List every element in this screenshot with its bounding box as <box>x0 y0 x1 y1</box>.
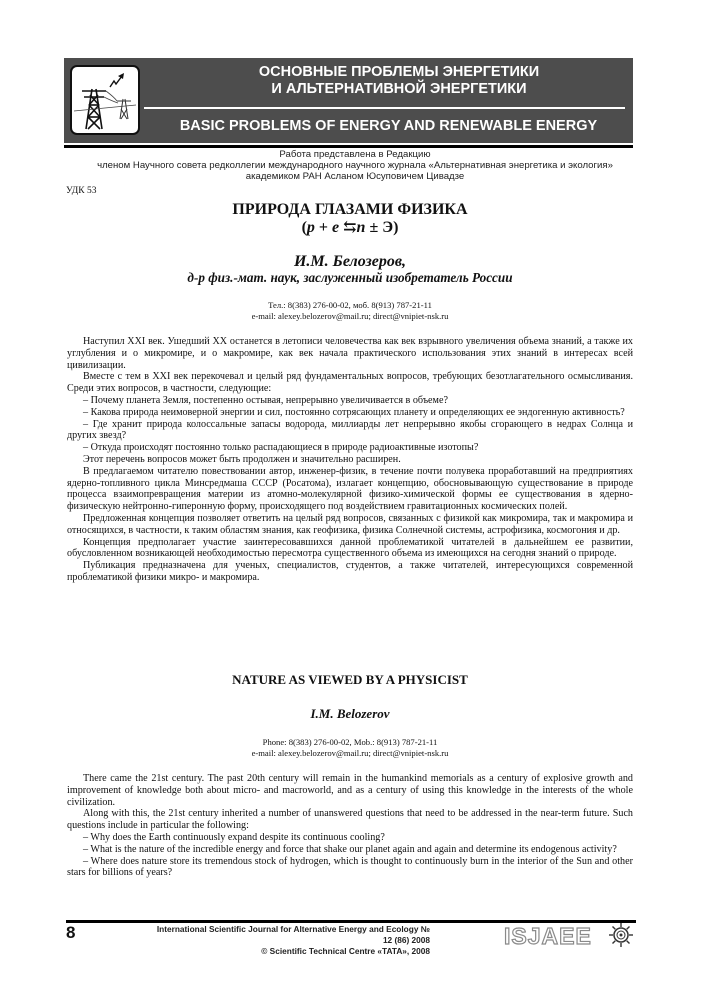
paragraph: Вместе с тем в XXI век перекочевал и целый ряд фундаментальных вопросов, требующих безотлагательного осмысливания. Среди этих вопросов, в частности, следующие: <box>67 371 633 395</box>
paragraph: There came the 21st century. The past 20th century will remain in the humankind memorials as a century of explosive growth and improvement of knowledge both about micro- and macroworld, and as a century of using this knowledge in the interests of the whole civilization. <box>67 773 633 808</box>
formula-e: e <box>332 219 340 236</box>
udk-code: УДК 53 <box>66 186 97 196</box>
paragraph: Публикация предназначена для ученых, специалистов, студентов, а также читателей, интересующихся современной проблематикой физики микро- и макромира. <box>67 560 633 583</box>
formula-plus: + <box>314 219 333 236</box>
header-divider <box>144 107 625 109</box>
abstract-en <box>67 773 633 879</box>
presented-line1: Работа представлена в Редакцию <box>279 149 431 160</box>
presented-line2: членом Научного совета редколлегии международного научного журнала «Альтернативная энергетика и экология» <box>97 160 613 172</box>
article-title-en: NATURE AS VIEWED BY A PHYSICIST <box>232 672 468 687</box>
question-item: – Где хранит природа колоссальные запасы водорода, миллиарды лет непрерывно якобы сгорающего в недрах Солнца и других звезд? <box>67 418 633 442</box>
paragraph: Наступил XXI век. Ушедший XX останется в летописи человечества как век взрывного увеличения объема знаний, а также их углубления и о микромире, и о макромире, как век начала практического использования этих знаний в интересах всей цивилизации. <box>67 336 633 371</box>
email-en[interactable]: e-mail: alexey.belozerov@mail.ru; direct@vnipiet-nsk.ru <box>251 748 449 758</box>
contacts-en <box>60 737 640 759</box>
formula-open: ( <box>301 219 307 236</box>
paragraph: Этот перечень вопросов может быть продолжен и значительно расширен. <box>83 453 401 465</box>
journal-line1: International Scientific Journal for Alternative Energy and Ecology № 12 (86) 2008 <box>156 924 430 945</box>
formula-n: n <box>356 219 366 236</box>
article-formula <box>60 218 640 237</box>
sun-gear-icon <box>608 922 634 948</box>
abstract-ru <box>67 336 633 584</box>
journal-title-ru <box>174 64 624 98</box>
phone-en: Phone: 8(383) 276-00-02, Mob.: 8(913) 787-21-11 <box>262 737 438 747</box>
phone-ru: Тел.: 8(383) 276-00-02, моб. 8(913) 787-21-11 <box>268 300 432 310</box>
page-number: 8 <box>66 923 76 942</box>
top-divider <box>64 145 633 148</box>
author-name-ru: И.М. Белозеров, <box>293 253 407 270</box>
question-item: – What is the nature of the incredible energy and force that shake our planet again and again and determine its endogenous activity? <box>83 843 617 855</box>
email-ru[interactable]: e-mail: alexey.belozerov@mail.ru; direct@vnipiet-nsk.ru <box>251 311 449 321</box>
author-name-en: I.M. Belozerov <box>310 706 390 721</box>
question-item: – Почему планета Земля, постепенно остывая, непрерывно увеличивается в объеме? <box>83 394 448 406</box>
contacts-ru <box>60 300 640 322</box>
paragraph: Предложенная концепция позволяет ответить на целый ряд вопросов, связанных с физикой как микромира, так и макромира и относящихся, в частности, к таким областям знания, как геофизика, физика Солнечной системы, астрофизика, космогония и др. <box>67 512 633 536</box>
paragraph: Концепция предполагает участие заинтересовавшихся данной проблематикой читателей в дальнейшем ее развитии, обусловленном возникающей необходимостью пересмотра существенного объема из имеющихся на сегодня знаний о природе. <box>67 536 633 560</box>
formula-rest: ± Э) <box>365 219 399 236</box>
question-item: – Where does nature store its tremendous stock of hydrogen, which is thought to continuously burn in the interior of the Sun and other stars for billions of years? <box>67 855 633 879</box>
question-item: – Why does the Earth continuously expand despite its continuous cooling? <box>83 831 385 843</box>
question-item: – Какова природа неимоверной энергии и сил, постоянно сотрясающих планету и определяющих ее эндогенную активность? <box>83 406 625 418</box>
journal-title-en: BASIC PROBLEMS OF ENERGY AND RENEWABLE ENERGY <box>179 118 598 134</box>
journal-title-ru-line1: ОСНОВНЫЕ ПРОБЛЕМЫ ЭНЕРГЕТИКИ <box>258 64 540 80</box>
formula-p: p <box>306 219 315 236</box>
presented-line3: академиком РАН Асланом Юсуповичем Цивадзе <box>245 171 465 183</box>
journal-title-ru-line2: И АЛЬТЕРНАТИВНОЙ ЭНЕРГЕТИКИ <box>271 81 527 97</box>
power-line-tower-icon <box>70 65 140 135</box>
article-title-ru: ПРИРОДА ГЛАЗАМИ ФИЗИКА <box>232 201 468 218</box>
formula-arrow: ⇆ <box>339 219 357 236</box>
journal-citation <box>150 924 430 957</box>
isjaee-logo: ISJAEE <box>504 923 592 949</box>
paragraph: Along with this, the 21st century inherited a number of unanswered questions that need to be addressed in the near-term future. Such questions include in particular the following: <box>67 808 633 832</box>
author-degree-ru: д-р физ.-мат. наук, заслуженный изобретатель России <box>187 270 513 285</box>
paragraph: В предлагаемом читателю повествовании автор, инженер-физик, в течение почти полувека проработавший на предприятиях ядерно-топливного цикла Минсредмаша СССР (Росатома), излагает концепцию, обосновывающую существование в природе процесса взаимопревращения материи из атомно-молекулярной физико-химической формы ее существования в ядерно-физическую нейтронно-гиперонную форму, происходящего под воздействием гравитационных космических полей. <box>67 465 633 513</box>
question-item: – Откуда происходят постоянно только распадающиеся в природе радиоактивные изотопы? <box>83 442 479 454</box>
journal-line2: © Scientific Technical Centre «TATA», 2008 <box>261 946 430 956</box>
journal-header-banner <box>64 58 633 143</box>
presented-note <box>40 149 670 183</box>
